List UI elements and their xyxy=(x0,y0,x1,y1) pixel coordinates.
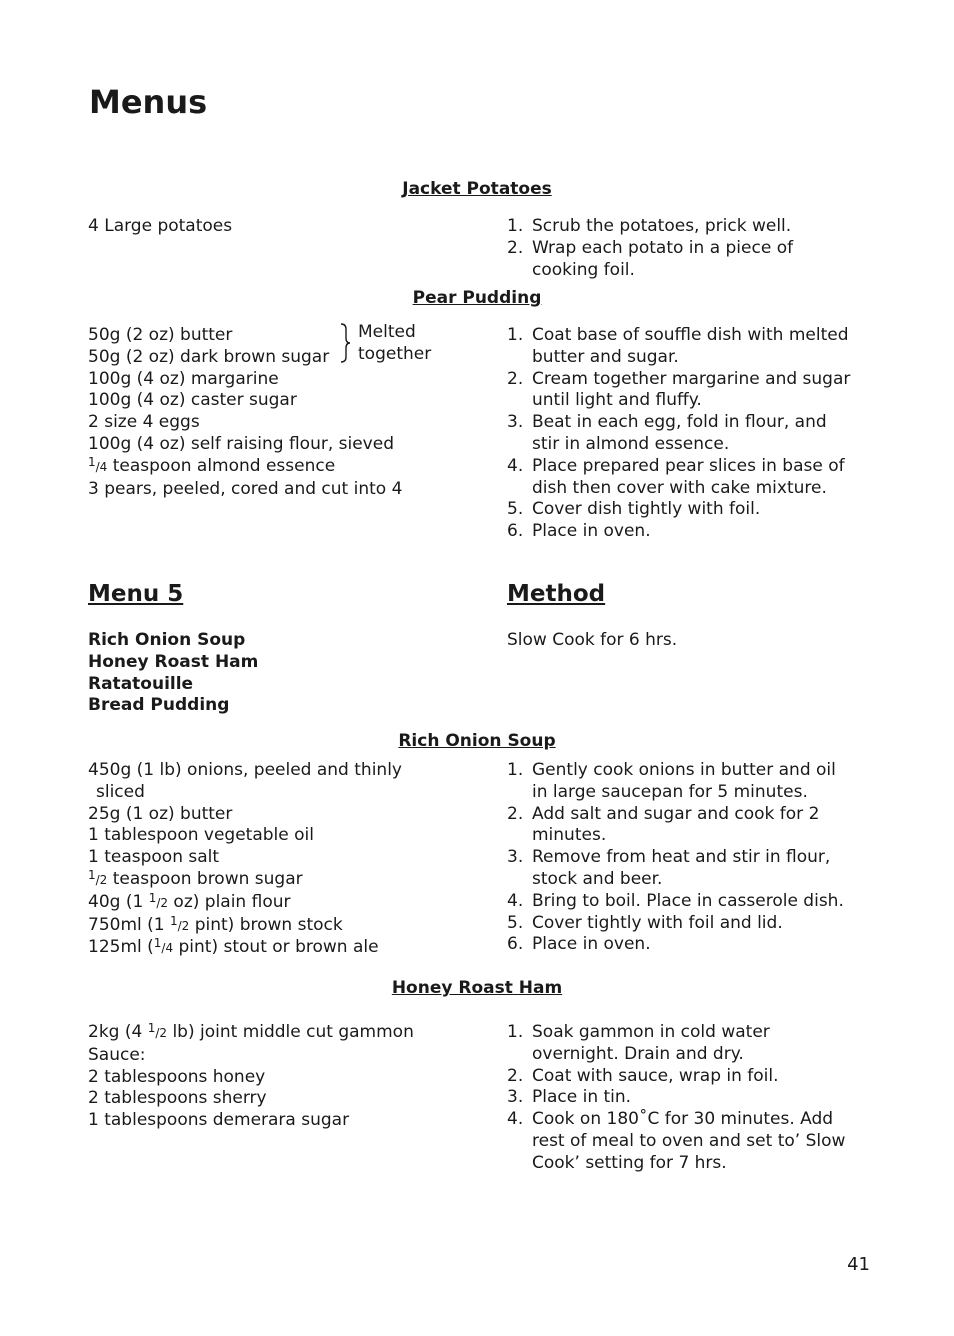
onion-ingredients xyxy=(88,760,488,960)
step-item: 3. Beat in each egg, fold in flour, and stir in almond essence. xyxy=(507,412,827,454)
step-item: 2. Wrap each potato in a piece of cooking foil. xyxy=(507,237,794,280)
ingredient: 100g (4 oz) self raising flour, sieved xyxy=(88,433,394,454)
step-item: 3. Remove from heat and stir in flour, stock and beer. xyxy=(507,847,831,889)
step-item: 4. Cook on 180˚C for 30 minutes. Add rest of meal to oven and set to’ Slow Cook’ setting for 7 hrs. xyxy=(507,1109,846,1173)
ingredient: 100g (4 oz) caster sugar xyxy=(88,390,297,411)
ham-ingredients xyxy=(88,1022,488,1132)
page-title: Menus xyxy=(89,83,208,121)
ingredient: 3 pears, peeled, cored and cut into 4 xyxy=(88,478,403,499)
pear-steps xyxy=(507,325,852,543)
ingredient: 1 tablespoon vegetable oil xyxy=(88,825,314,846)
ingredient: Sauce: xyxy=(88,1044,146,1065)
ingredient: sliced xyxy=(96,781,145,802)
section-title-rich-onion-soup: Rich Onion Soup xyxy=(398,731,556,751)
step-item: 3. Place in tin. xyxy=(507,1087,632,1108)
brace-icon xyxy=(338,322,352,364)
ingredient: 2kg (4 $^1$/2 lb) joint middle cut gammon xyxy=(88,1021,414,1042)
ingredient: 2 size 4 eggs xyxy=(88,412,200,433)
step-item: 2. Add salt and sugar and cook for 2 minutes. xyxy=(507,803,820,846)
menu-heading: Menu 5 xyxy=(88,581,184,607)
ingredient: 40g (1 $^1$/2 oz) plain flour xyxy=(88,890,291,912)
ingredient: $^1$/2 teaspoon brown sugar xyxy=(88,867,303,889)
step-item: 1. Gently cook onions in butter and oil in large saucepan for 5 minutes. xyxy=(507,760,836,802)
section-title-pear-pudding: Pear Pudding xyxy=(412,288,542,308)
step-item: 5. Cover tightly with foil and lid. xyxy=(507,912,783,933)
jacket-steps xyxy=(507,216,852,281)
brace-note: Melted together xyxy=(358,322,432,364)
method-heading: Method xyxy=(507,581,606,607)
ingredient: 125ml ($^1$/4 pint) stout or brown ale xyxy=(88,936,379,958)
menu-item: Bread Pudding xyxy=(88,695,230,716)
step-item: 2. Cream together margarine and sugar until light and fluffy. xyxy=(507,368,851,411)
onion-steps xyxy=(507,760,852,956)
section-title-honey-roast-ham: Honey Roast Ham xyxy=(391,978,563,998)
jacket-ingredients xyxy=(88,216,488,238)
ingredient: 450g (1 lb) onions, peeled and thinly xyxy=(88,760,402,780)
ingredient: 750ml (1 $^1$/2 pint) brown stock xyxy=(88,913,343,935)
step-item: 1. Coat base of souffle dish with melted butter and sugar. xyxy=(507,325,849,367)
ingredient: 2 tablespoons honey xyxy=(88,1066,266,1087)
step-item: 1. Soak gammon in cold water overnight. Drain and dry. xyxy=(507,1022,770,1064)
step-item: 6. Place in oven. xyxy=(507,934,651,955)
section-title-jacket-potatoes: Jacket Potatoes xyxy=(402,179,552,199)
step-item: 4. Bring to boil. Place in casserole dish. xyxy=(507,890,844,911)
ingredient: 25g (1 oz) butter xyxy=(88,803,233,824)
ingredient: 50g (2 oz) dark brown sugar xyxy=(88,346,330,367)
ingredient: 2 tablespoons sherry xyxy=(88,1088,267,1109)
menu-item: Honey Roast Ham xyxy=(88,651,259,672)
ham-steps xyxy=(507,1022,852,1175)
ingredient: 4 Large potatoes xyxy=(88,216,233,236)
ingredient: 50g (2 oz) butter xyxy=(88,325,233,345)
step-item: 1. Scrub the potatoes, prick well. xyxy=(507,216,792,236)
step-item: 4. Place prepared pear slices in base of dish then cover with cake mixture. xyxy=(507,455,845,498)
ingredient: 100g (4 oz) margarine xyxy=(88,368,279,389)
menu-item: Ratatouille xyxy=(88,673,194,694)
menu-item: Rich Onion Soup xyxy=(88,630,246,650)
step-item: 6. Place in oven. xyxy=(507,521,651,542)
step-item: 2. Coat with sauce, wrap in foil. xyxy=(507,1065,779,1086)
page-number: 41 xyxy=(847,1254,870,1275)
step-item: 5. Cover dish tightly with foil. xyxy=(507,499,761,520)
menu-items xyxy=(88,630,488,717)
method-text: Slow Cook for 6 hrs. xyxy=(507,630,678,650)
ingredient: $^1$/4 teaspoon almond essence xyxy=(88,454,336,476)
ingredient: 1 tablespoons demerara sugar xyxy=(88,1110,350,1131)
ingredient: 1 teaspoon salt xyxy=(88,847,220,868)
